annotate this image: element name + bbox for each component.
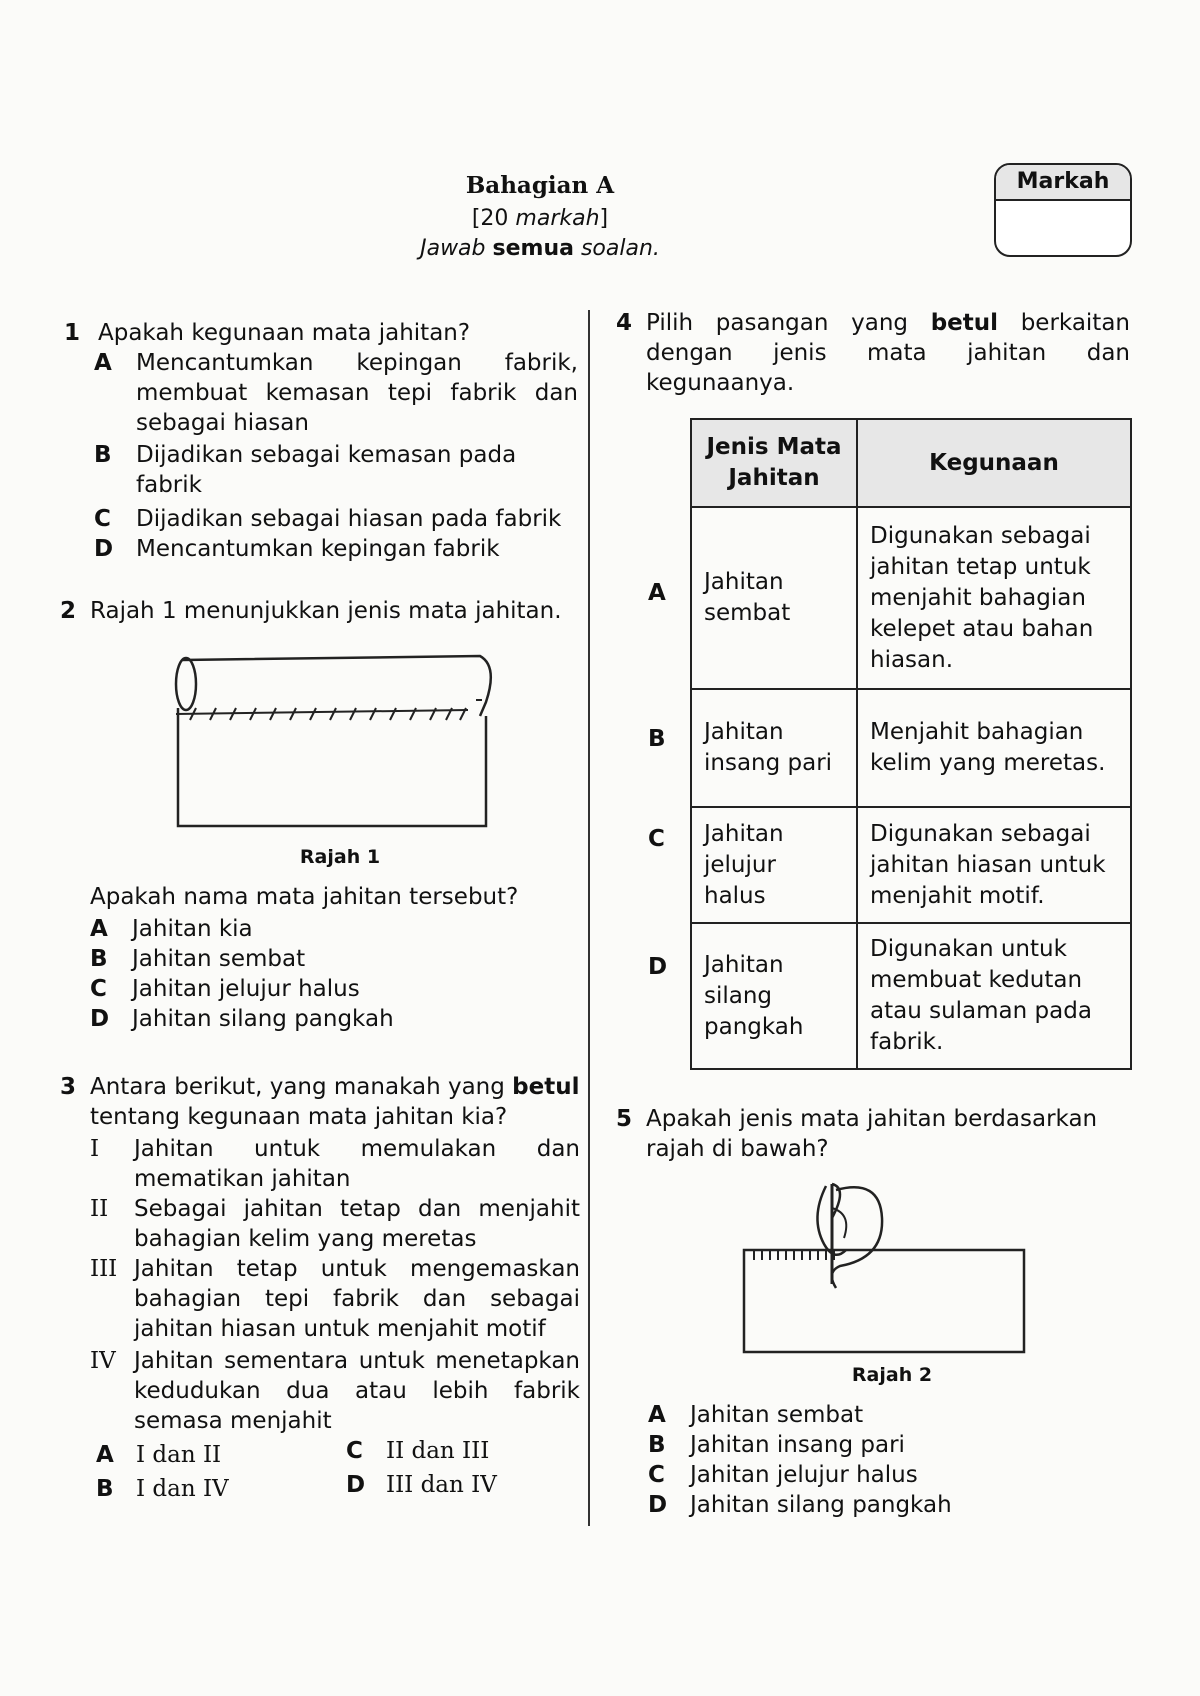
instruction: Jawab semua soalan. <box>420 236 660 261</box>
stitch-use: Digunakan untuk membuat kedutan atau sulaman pada fabrik. <box>857 923 1131 1069</box>
question-number: 2 <box>60 598 77 624</box>
table-row[interactable] <box>691 507 1131 689</box>
figure-2-caption: Rajah 2 <box>851 1364 933 1386</box>
question-text: Apakah jenis mata jahitan berdasarkan rajah di bawah? <box>646 1106 1098 1162</box>
stitch-type: Jahitan sembat <box>691 507 857 689</box>
q4-option-d[interactable]: D <box>648 954 668 980</box>
stitch-type: Jahitan jelujur halus <box>691 807 857 923</box>
figure-2 <box>740 1178 1030 1358</box>
marks-box-label: Markah <box>996 165 1130 201</box>
stitch-use: Menjahit bahagian kelim yang meretas. <box>857 689 1131 807</box>
question-number: 5 <box>616 1106 633 1132</box>
question-number: 4 <box>616 310 633 336</box>
stitch-type: Jahitan silang pangkah <box>691 923 857 1069</box>
marks-box[interactable] <box>994 163 1132 257</box>
table-row[interactable] <box>691 807 1131 923</box>
column-divider <box>588 310 590 1526</box>
section-title: Bahagian A <box>465 172 615 199</box>
question-text: Pilih pasangan yang betul berkaitan dengan jenis mata jahitan dan kegunaanya. <box>646 310 1131 396</box>
q4-option-b[interactable]: B <box>648 726 666 752</box>
table-row[interactable] <box>691 923 1131 1069</box>
stitch-use: Digunakan sebagai jahitan tetap untuk menjahit bahagian kelepet atau bahan hiasan. <box>857 507 1131 689</box>
figure-1 <box>168 648 500 836</box>
q4-option-c[interactable]: C <box>648 826 665 852</box>
question-text: Apakah kegunaan mata jahitan? <box>98 320 471 346</box>
question-number: 1 <box>64 320 81 346</box>
stitch-use: Digunakan sebagai jahitan hiasan untuk menjahit motif. <box>857 807 1131 923</box>
stitch-type: Jahitan insang pari <box>691 689 857 807</box>
q4-option-a[interactable]: A <box>648 580 666 606</box>
figure-1-caption: Rajah 1 <box>299 846 381 868</box>
question-number: 3 <box>60 1074 77 1100</box>
question-text: Rajah 1 menunjukkan jenis mata jahitan. <box>90 598 562 624</box>
question-text: Antara berikut, yang manakah yang betul tentang kegunaan mata jahitan kia? <box>90 1074 580 1130</box>
table-row[interactable] <box>691 689 1131 807</box>
table-header-use: Kegunaan <box>857 419 1131 507</box>
question-prompt: Apakah nama mata jahitan tersebut? <box>90 884 519 910</box>
table-header-type: Jenis Mata Jahitan <box>691 419 857 507</box>
q4-table <box>690 418 1132 1070</box>
total-marks: [20 markah] <box>471 206 609 231</box>
